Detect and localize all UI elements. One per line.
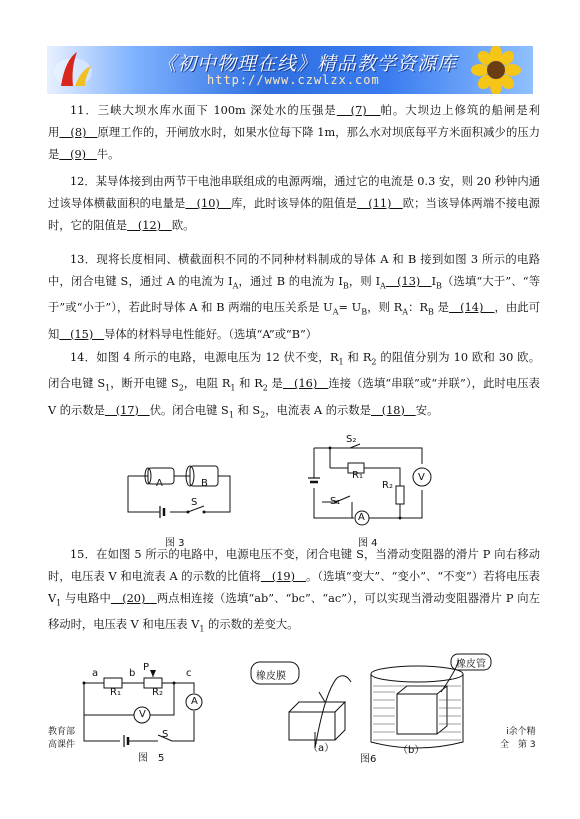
question-text: 欧。 — [171, 219, 195, 232]
question-text: 三峡大坝水库水面下 100m 深处水的压强是 — [97, 104, 337, 117]
question-15 — [48, 544, 540, 641]
corner-right-line2: 全 第 3 — [500, 740, 536, 750]
subscript: B — [436, 281, 442, 291]
question-text: 如图 4 所示的电路，电源电压为 12 伏不变，R — [96, 351, 339, 364]
question-text: ，由此可知 — [48, 301, 540, 341]
question-text: 伏。闭合电键 S — [149, 403, 229, 417]
question-text: I — [431, 275, 437, 288]
question-text: 是 — [433, 301, 450, 315]
subscript: A — [380, 281, 386, 291]
fig4-caption: 图 4 — [358, 538, 378, 549]
fig4-label-r2: R₂ — [382, 480, 393, 491]
subscript: B — [361, 307, 368, 317]
subscript: 1 — [230, 383, 236, 393]
question-text: ，电流表 A 的示数是 — [265, 403, 371, 417]
subscript: 1 — [199, 624, 205, 634]
question-text: 的阻值分别为 10 欧和 30 欧。闭合电键 S — [48, 351, 540, 391]
answer-blank[interactable]: (10) — [185, 197, 232, 210]
question-text: 原理工作的，开闸放水时，如果水位每下降 1m，那么水对坝底每平方米面积减少的压力是 — [48, 126, 540, 161]
answer-blank[interactable]: (11) — [357, 197, 403, 210]
answer-blank[interactable]: (19) — [260, 570, 307, 583]
question-text: 现将长度相同、横截面积不同的不同种材料制成的导体 A 和 B 接到如图 3 所示的电路中，闭合电键 S，通过 A 的电流为 I — [48, 253, 540, 288]
banner-title: 《初中物理在线》精品教学资源库 — [157, 53, 458, 75]
fig6-label-rubber-film: 橡皮膜 — [256, 671, 286, 682]
fig4-label-s1: S₁ — [330, 496, 341, 507]
question-text: ：R — [408, 301, 429, 315]
fig4-voltmeter-label: V — [418, 472, 425, 483]
figure-5-circuit — [78, 665, 228, 750]
answer-blank[interactable]: (9) — [59, 148, 97, 161]
fig5-label-b: b — [129, 668, 136, 679]
corner-right-text — [500, 726, 536, 752]
answer-blank[interactable]: (18) — [370, 403, 416, 417]
fig4-label-r1: R₁ — [352, 470, 363, 481]
question-text: 导体的材料导电性能好。（选填“A”或“B”） — [104, 327, 318, 341]
banner-url[interactable]: http://www.czwlzx.com — [207, 73, 380, 87]
fig4-label-s2: S₂ — [346, 434, 357, 445]
fig5-label-s: S — [162, 729, 169, 740]
question-text: 库，此时该导体的阻值是 — [231, 197, 358, 210]
question-number: 11． — [70, 104, 98, 117]
question-14 — [48, 347, 540, 426]
subscript: 1 — [228, 409, 234, 419]
fig5-label-p: P — [143, 662, 150, 673]
question-text: 安。 — [415, 403, 439, 417]
subscript: 2 — [178, 383, 184, 393]
question-text: 牛。 — [96, 148, 120, 161]
question-text: ，则 R — [367, 301, 403, 315]
question-text: = U — [338, 301, 362, 315]
subscript: 2 — [371, 357, 377, 367]
fig6-sub-b: （b） — [398, 745, 425, 756]
answer-blank[interactable]: (20) — [110, 592, 157, 605]
sunflower-icon — [465, 46, 527, 94]
question-text: 欧；当该导体两端不接电源时，它的阻值是 — [48, 197, 540, 232]
question-text: ，电阻 R — [183, 377, 231, 391]
corner-left-line1: 教育部 — [48, 727, 76, 737]
answer-blank[interactable]: (7) — [336, 104, 381, 117]
answer-blank[interactable]: (17) — [104, 403, 150, 417]
fig6-caption: 图6 — [360, 754, 377, 765]
subscript: B — [342, 281, 349, 291]
answer-blank[interactable]: (14) — [449, 301, 495, 315]
fig5-label-r2: R₂ — [152, 687, 163, 698]
answer-blank[interactable]: (15) — [59, 327, 105, 341]
fig5-label-a: a — [92, 668, 99, 679]
answer-blank[interactable]: (12) — [127, 219, 172, 232]
fig5-ammeter-label: A — [191, 696, 198, 707]
header-banner — [47, 46, 533, 94]
question-text: 的示数的差变大。 — [204, 618, 299, 632]
subscript: 1 — [338, 357, 344, 367]
subscript: 2 — [262, 383, 268, 393]
fig5-caption: 图 5 — [138, 753, 165, 764]
question-number: 12． — [70, 175, 96, 188]
answer-blank[interactable]: (13) — [385, 275, 432, 288]
subscript: 1 — [105, 383, 111, 393]
answer-blank[interactable]: (16) — [282, 377, 329, 391]
question-text: 某导体接到由两节干电池串联组成的电源两端，通过它的电流是 0.3 安，则 20 秒钟内通过该导体横截面积的电量是 — [48, 175, 541, 210]
fig5-label-c: c — [186, 668, 192, 679]
fig3-caption: 图 3 — [165, 538, 185, 549]
corner-left-text — [48, 726, 75, 752]
question-number: 13． — [70, 253, 97, 266]
figure-3-circuit — [118, 450, 238, 530]
question-text: 帕。大坝边上修筑的船闸是利用 — [48, 104, 540, 139]
question-text: ，则 I — [348, 275, 381, 288]
fig3-label-a: A — [156, 478, 163, 489]
subscript: A — [402, 307, 408, 317]
subscript: 2 — [260, 409, 266, 419]
fig3-label-b: B — [201, 478, 208, 489]
question-text: ，通过 B 的电流为 I — [238, 275, 343, 288]
question-number: 15． — [70, 548, 97, 561]
question-text: 。（选填“变大”、“变小”、“不变”）若将电压表 V — [48, 570, 540, 605]
corner-left-line2: 高课件 — [48, 740, 76, 750]
subscript: A — [232, 281, 239, 291]
question-text: 与电路中 — [61, 592, 111, 605]
subscript: A — [332, 307, 339, 317]
fig6-label-rubber-tube: 橡皮管 — [456, 659, 486, 670]
question-text: 和 R — [235, 377, 263, 391]
question-text: 是 — [267, 377, 283, 391]
fig4-ammeter-label: A — [358, 512, 365, 523]
question-text: 和 R — [343, 351, 372, 364]
question-text: （选填“大于”、“等于”或“小于”），若此时导体 A 和 B 两端的电压关系是 U — [48, 275, 540, 315]
question-12 — [48, 171, 540, 237]
question-11 — [48, 100, 540, 166]
answer-blank[interactable]: (8) — [59, 126, 98, 139]
question-text: 和 S — [233, 403, 261, 417]
question-text: 在如图 5 所示的电路中，电源电压不变，闭合电键 S，当滑动变阻器的滑片 P 向右移动时，电压表 V 和电流表 A 的示数的比值将 — [48, 548, 540, 583]
question-text: ，断开电键 S — [110, 377, 179, 391]
fig3-label-s: S — [191, 497, 198, 508]
subscript: 1 — [56, 598, 62, 608]
fig6-sub-a: （a） — [308, 743, 335, 754]
fig5-voltmeter-label: V — [139, 709, 146, 720]
site-logo-icon — [51, 48, 95, 92]
subscript: B — [428, 307, 434, 317]
corner-right-line1: i余个精 — [506, 727, 536, 737]
fig5-label-r1: R₁ — [110, 687, 121, 698]
question-13 — [48, 249, 540, 346]
question-text: 连接（选填“串联”或“并联”），此时电压表 V 的示数是 — [48, 377, 540, 417]
question-number: 14． — [70, 351, 97, 364]
question-text: 两点相连接（选填“ab”、“bc”、“ac”），可以实现当滑动变阻器滑片 P 向左移动时，电压表 V 和电压表 V — [48, 592, 540, 632]
